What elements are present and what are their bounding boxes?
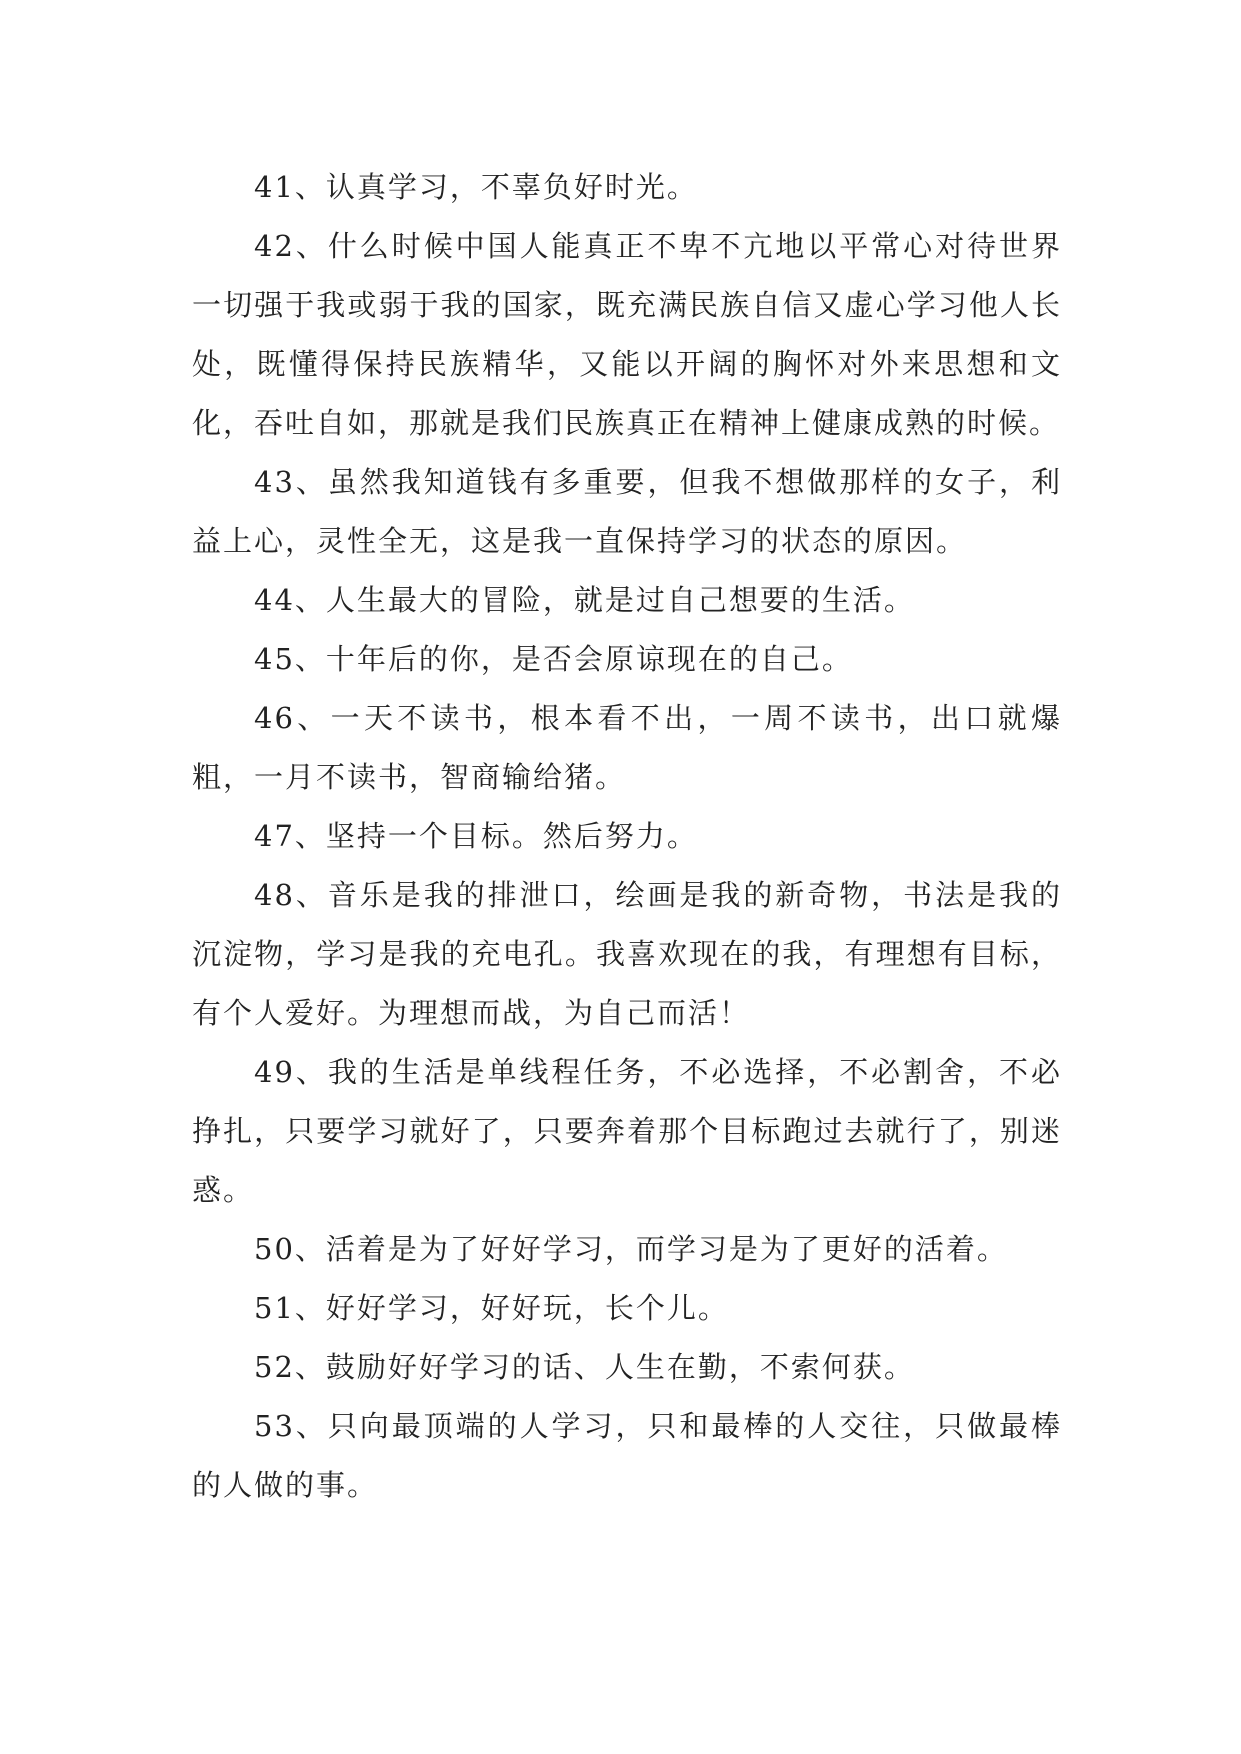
quote-paragraph-45: 45、十年后的你，是否会原谅现在的自己。 bbox=[254, 642, 853, 676]
quote-paragraph-42: 42、什么时候中国人能真正不卑不亢地以平常心对待世界一切强于我或弱于我的国家，既充满民族自信又虚心学习他人长处，既懂得保持民族精华，又能以开阔的胸怀对外来思想和文化，吞吐自如，那就是我们民族真正在精神上健康成熟的时候。 bbox=[192, 229, 1062, 440]
quote-paragraph-47: 47、坚持一个目标。然后努力。 bbox=[254, 819, 698, 853]
quote-paragraph-43: 43、虽然我知道钱有多重要，但我不想做那样的女子，利益上心，灵性全无，这是我一直保持学习的状态的原因。 bbox=[192, 465, 1062, 558]
quote-paragraph-46: 46、一天不读书，根本看不出，一周不读书，出口就爆粗，一月不读书，智商输给猪。 bbox=[192, 701, 1062, 794]
quote-paragraph-50: 50、活着是为了好好学习，而学习是为了更好的活着。 bbox=[254, 1232, 1008, 1266]
quote-paragraph-49: 49、我的生活是单线程任务，不必选择，不必割舍，不必挣扎，只要学习就好了，只要奔着那个目标跑过去就行了，别迷惑。 bbox=[192, 1055, 1062, 1207]
quote-paragraph-41: 41、认真学习，不辜负好时光。 bbox=[254, 170, 698, 204]
quote-paragraph-52: 52、鼓励好好学习的话、人生在勤，不索何获。 bbox=[254, 1350, 915, 1384]
quote-paragraph-48: 48、音乐是我的排泄口，绘画是我的新奇物，书法是我的沉淀物，学习是我的充电孔。我喜欢现在的我，有理想有目标，有个人爱好。为理想而战，为自己而活！ bbox=[192, 878, 1062, 1030]
document-body bbox=[192, 158, 1062, 1515]
quote-paragraph-44: 44、人生最大的冒险，就是过自己想要的生活。 bbox=[254, 583, 915, 617]
quote-paragraph-51: 51、好好学习，好好玩，长个儿。 bbox=[254, 1291, 729, 1325]
quote-paragraph-53: 53、只向最顶端的人学习，只和最棒的人交往，只做最棒的人做的事。 bbox=[192, 1409, 1062, 1502]
